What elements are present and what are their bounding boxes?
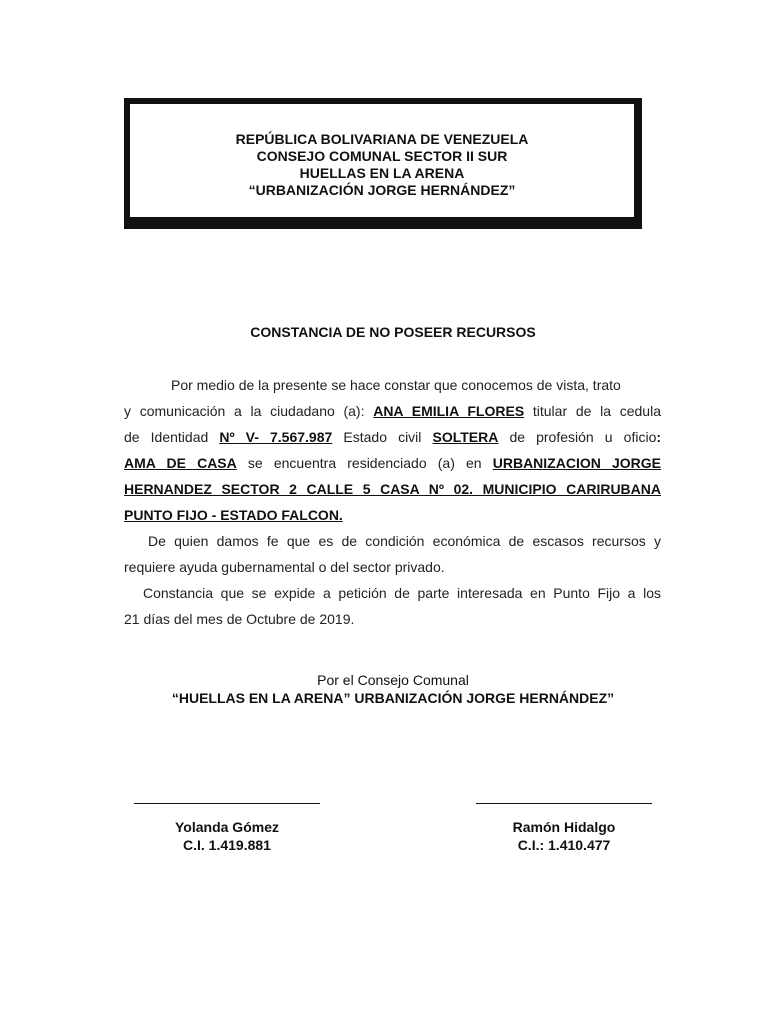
document-title: CONSTANCIA DE NO POSEER RECURSOS xyxy=(250,324,536,340)
closing-block xyxy=(0,671,768,707)
signature-block-left xyxy=(132,803,322,854)
letterhead-line-council: CONSEJO COMUNAL SECTOR II SUR xyxy=(256,148,508,164)
text-fragment: se encuentra residenciado (a) en xyxy=(247,455,482,471)
signer-name: Yolanda Gómez xyxy=(175,819,279,835)
signer-id: C.I. 1.419.881 xyxy=(183,837,271,853)
letterhead-box xyxy=(124,98,642,229)
signature-line xyxy=(134,803,320,804)
text-fragment: de Identidad xyxy=(124,429,209,445)
text-line xyxy=(124,502,661,528)
address-part: HERNANDEZ SECTOR 2 CALLE 5 CASA Nº 02. MUNICIPIO CARIRUBANA xyxy=(124,481,661,497)
text-line: De quien damos fe que es de condición económica de escasos recursos y xyxy=(148,533,661,549)
closing-line: Por el Consejo Comunal xyxy=(317,672,469,688)
letterhead-line-urbanization: “URBANIZACIÓN JORGE HERNÁNDEZ” xyxy=(248,182,516,198)
text-line xyxy=(124,424,661,450)
signature-block-right xyxy=(474,803,654,854)
text-line: Por medio de la presente se hace constar que conocemos de vista, trato xyxy=(171,377,621,393)
address-part: PUNTO FIJO - ESTADO FALCON. xyxy=(124,507,343,523)
text-fragment: Estado civil xyxy=(343,429,422,445)
text-line: 21 días del mes de Octubre de 2019. xyxy=(124,611,355,627)
text-line: requiere ayuda gubernamental o del sector privado. xyxy=(124,559,445,575)
occupation: AMA DE CASA xyxy=(124,455,237,471)
text-line: Constancia que se expide a petición de parte interesada en Punto Fijo a los xyxy=(143,585,661,601)
signature-line xyxy=(476,803,652,804)
text-line xyxy=(124,450,661,476)
text-line xyxy=(124,476,661,502)
id-number: Nº V- 7.567.987 xyxy=(219,429,333,445)
signer-id: C.I.: 1.410.477 xyxy=(517,837,611,853)
letterhead-line-republic: REPÚBLICA BOLIVARIANA DE VENEZUELA xyxy=(235,131,529,147)
address-part: URBANIZACION JORGE xyxy=(492,455,661,471)
letterhead-line-community: HUELLAS EN LA ARENA xyxy=(299,165,465,181)
council-name: “HUELLAS EN LA ARENA” URBANIZACIÓN JORGE HERNÁNDEZ” xyxy=(171,690,615,706)
letterhead-text xyxy=(130,131,634,199)
text-line xyxy=(124,398,661,424)
citizen-name: ANA EMILIA FLORES xyxy=(373,403,525,419)
civil-status: SOLTERA xyxy=(432,429,499,445)
text-fragment: y comunicación a la ciudadano (a): xyxy=(124,403,365,419)
text-fragment: titular de la cedula xyxy=(532,403,661,419)
signer-name: Ramón Hidalgo xyxy=(512,819,616,835)
text-fragment: de profesión u oficio: xyxy=(509,429,662,445)
paragraph-certification xyxy=(124,372,661,632)
